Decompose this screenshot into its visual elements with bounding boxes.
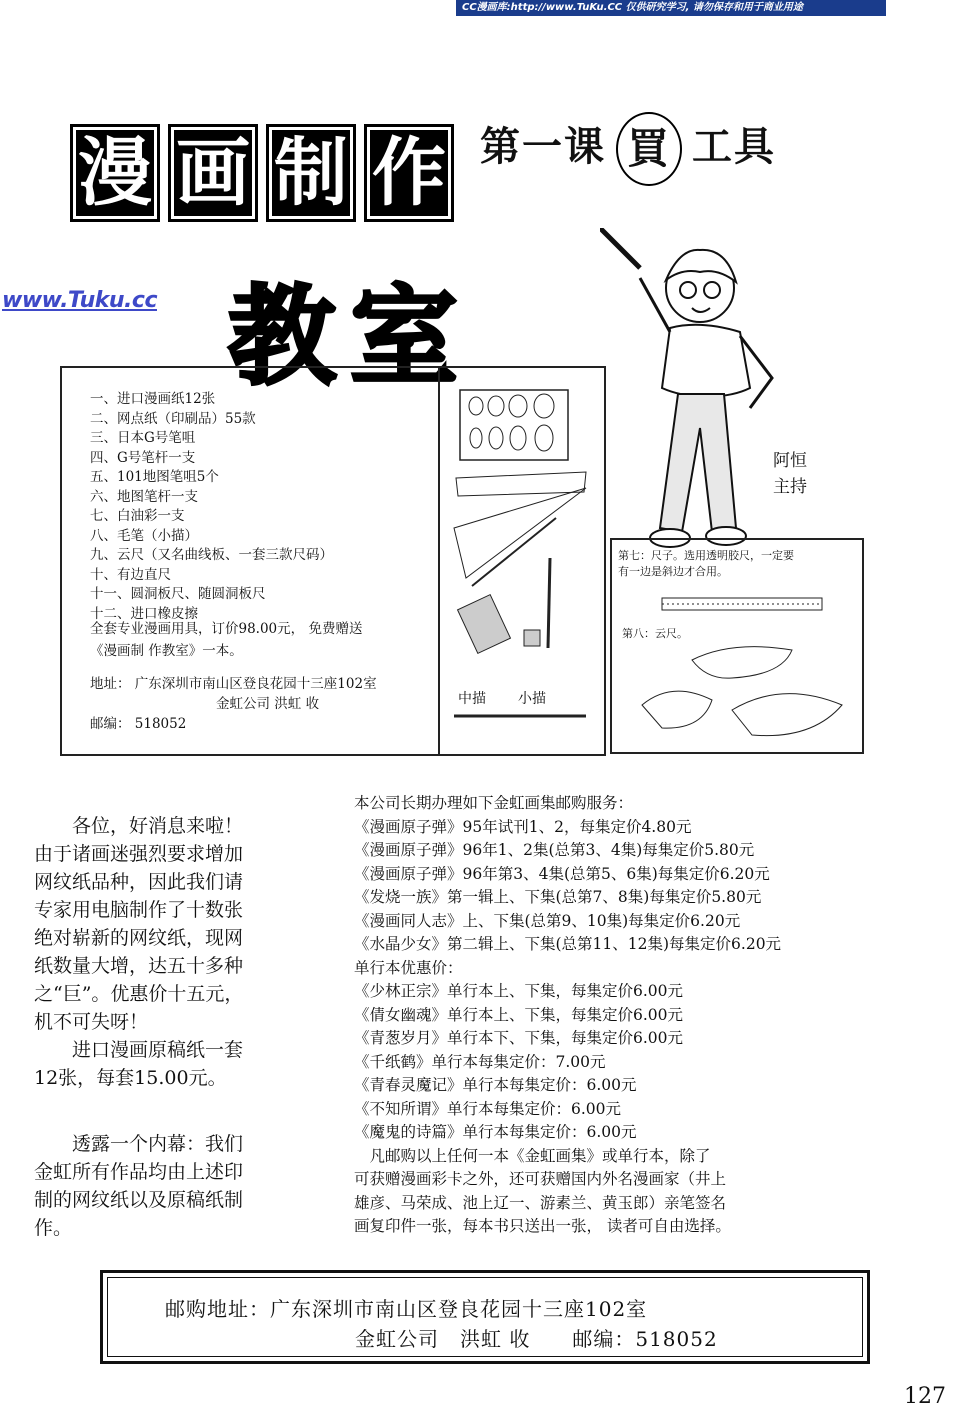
text-line: 纸数量大增，达五十多种 [34, 955, 244, 977]
text-line: 网纹纸品种，因此我们请 [34, 871, 244, 893]
list-item: 五、101地图笔咀5个 [90, 469, 219, 485]
text-line: 绝对崭新的网纹纸，现网 [34, 927, 244, 949]
text-line: 12张，每套15.00元。 [34, 1067, 227, 1089]
address: 广东深圳市南山区登良花园十三座102室 [134, 676, 377, 692]
order-line: 《发烧一族》第一辑上、下集(总第7、8集)每集定价5.80元 [354, 888, 762, 906]
news-paragraph [34, 1130, 324, 1242]
lesson-prefix: 第一课 [480, 124, 606, 170]
mail-address-line1: 邮购地址：广东深圳市南山区登良花园十三座102室 [165, 1297, 648, 1321]
promo-line: 《漫画制 作教室》一本。 [90, 643, 243, 659]
order-line: 画复印件一张，每本书只送出一张， 读者可自由选择。 [354, 1217, 731, 1235]
order-line: 《漫画原子弹》96年1、2集(总第3、4集)每集定价5.80元 [354, 841, 755, 859]
list-item: 七、白油彩一支 [90, 508, 185, 524]
product-list-box [60, 366, 440, 756]
note7-line2: 有一边是斜边才合用。 [618, 565, 728, 578]
order-line: 《漫画同人志》上、下集(总第9、10集)每集定价6.20元 [354, 911, 741, 930]
order-line: 雄彦、马荣成、池上辽一、游素兰、黄玉郎）亲笔签名 [354, 1193, 727, 1212]
order-line: 《不知所谓》单行本每集定价：6.00元 [354, 1099, 622, 1118]
news-column [34, 812, 324, 1242]
host-role: 主持 [773, 477, 807, 497]
list-item: 九、云尺（又名曲线板、一套三款尺码） [90, 547, 333, 563]
order-line: 《少林正宗》单行本上、下集，每集定价6.00元 [354, 982, 684, 1000]
recipient: 金虹公司 洪虹 收 [216, 696, 320, 712]
watermark-link[interactable]: www.Tuku.cc [2, 288, 157, 313]
title-char: 漫 [70, 124, 160, 222]
brush-small-label: 小描 [518, 691, 546, 707]
note8: 第八：云尺。 [622, 627, 688, 640]
text-line: 机不可失呀！ [34, 1011, 149, 1033]
text-line: 专家用电脑制作了十数张 [34, 899, 244, 921]
promo-line: 全套专业漫画用具，订价98.00元， 免费赠送 [90, 621, 363, 637]
text-line: 作。 [34, 1217, 73, 1239]
list-item: 三、日本G号笔咀 [90, 430, 196, 446]
ruler-box [610, 538, 864, 754]
order-line: 《漫画原子弹》96年第3、4集(总第5、6集)每集定价6.20元 [354, 864, 770, 883]
text-line: 由于诸画迷强烈要求增加 [34, 843, 244, 865]
order-line: 《青葱岁月》单行本下、下集，每集定价6.00元 [354, 1029, 684, 1047]
order-line: 《千纸鹤》单行本每集定价：7.00元 [354, 1052, 606, 1071]
order-line: 本公司长期办理如下金虹画集邮购服务： [354, 794, 634, 812]
tools-illustration-box [436, 366, 606, 756]
text-line: 制的网纹纸以及原稿纸制 [34, 1189, 244, 1211]
host-name: 阿恒 [773, 451, 807, 471]
list-item: 八、毛笔（小描） [90, 527, 198, 544]
order-line: 单行本优惠价： [354, 958, 463, 977]
order-line: 凡邮购以上任何一本《金虹画集》或单行本，除了 [354, 1146, 711, 1165]
list-item: 四、G号笔杆一支 [90, 449, 196, 466]
address-block [90, 674, 377, 734]
title-char: 作 [364, 124, 454, 222]
lesson-suffix: 工具 [692, 124, 776, 170]
promo-text [90, 618, 430, 662]
lesson-circle-char: 買 [616, 112, 682, 186]
list-item: 一、进口漫画纸12张 [90, 391, 216, 407]
title-char: 画 [168, 124, 258, 222]
ruler-drawing [612, 540, 862, 752]
order-line: 《水晶少女》第二辑上、下集(总第11、12集)每集定价6.20元 [354, 935, 782, 953]
order-line: 《魔鬼的诗篇》单行本每集定价：6.00元 [354, 1123, 637, 1141]
order-line: 《青春灵魔记》单行本每集定价：6.00元 [354, 1076, 637, 1094]
top-banner: CC漫画库:http://www.TuKu.CC 仅供研究学习, 请勿保存和用于商业用途 [456, 0, 886, 16]
news-paragraph [34, 1036, 324, 1092]
text-line: 各位，好消息来啦！ [72, 815, 244, 837]
lesson-heading [480, 112, 776, 186]
mail-address-box [100, 1270, 870, 1364]
list-item: 六、地图笔杆一支 [90, 488, 198, 505]
note7-line1: 第七：尺子。选用透明胶尺，一定要 [618, 549, 794, 562]
list-item: 二、网点纸（印刷品）55款 [90, 410, 256, 427]
classroom-title: 教室 [228, 275, 473, 400]
list-item: 十一、圆洞板尺、随圆洞板尺 [90, 586, 266, 602]
text-line: 透露一个内幕：我们 [72, 1133, 244, 1155]
list-item: 十二、进口橡皮擦 [90, 605, 198, 622]
address-label: 地址： [90, 676, 131, 692]
title-block [70, 124, 454, 222]
postcode: 邮编： 518052 [90, 716, 187, 732]
list-item: 十、有边直尺 [90, 566, 171, 583]
mail-order-list [354, 792, 914, 1239]
host-credit [768, 448, 812, 500]
order-line: 可获赠漫画彩卡之外，还可获赠国内外名漫画家（井上 [354, 1170, 727, 1188]
text-line: 金虹所有作品均由上述印 [34, 1161, 244, 1183]
page-number: 127 [904, 1384, 946, 1409]
text-line: 之“巨”。优惠价十五元， [34, 983, 244, 1005]
order-line: 《倩女幽魂》单行本上、下集，每集定价6.00元 [354, 1005, 684, 1024]
text-line: 进口漫画原稿纸一套 [72, 1039, 244, 1061]
product-list [62, 368, 438, 624]
mail-address-line2: 金虹公司 洪虹 收 邮编：518052 [355, 1327, 718, 1351]
order-line: 《漫画原子弹》95年试刊1、2，每集定价4.80元 [354, 817, 692, 836]
news-paragraph [34, 812, 324, 1036]
title-char: 制 [266, 124, 356, 222]
host-illustration [600, 228, 800, 568]
brush-mid-label: 中描 [458, 691, 486, 707]
